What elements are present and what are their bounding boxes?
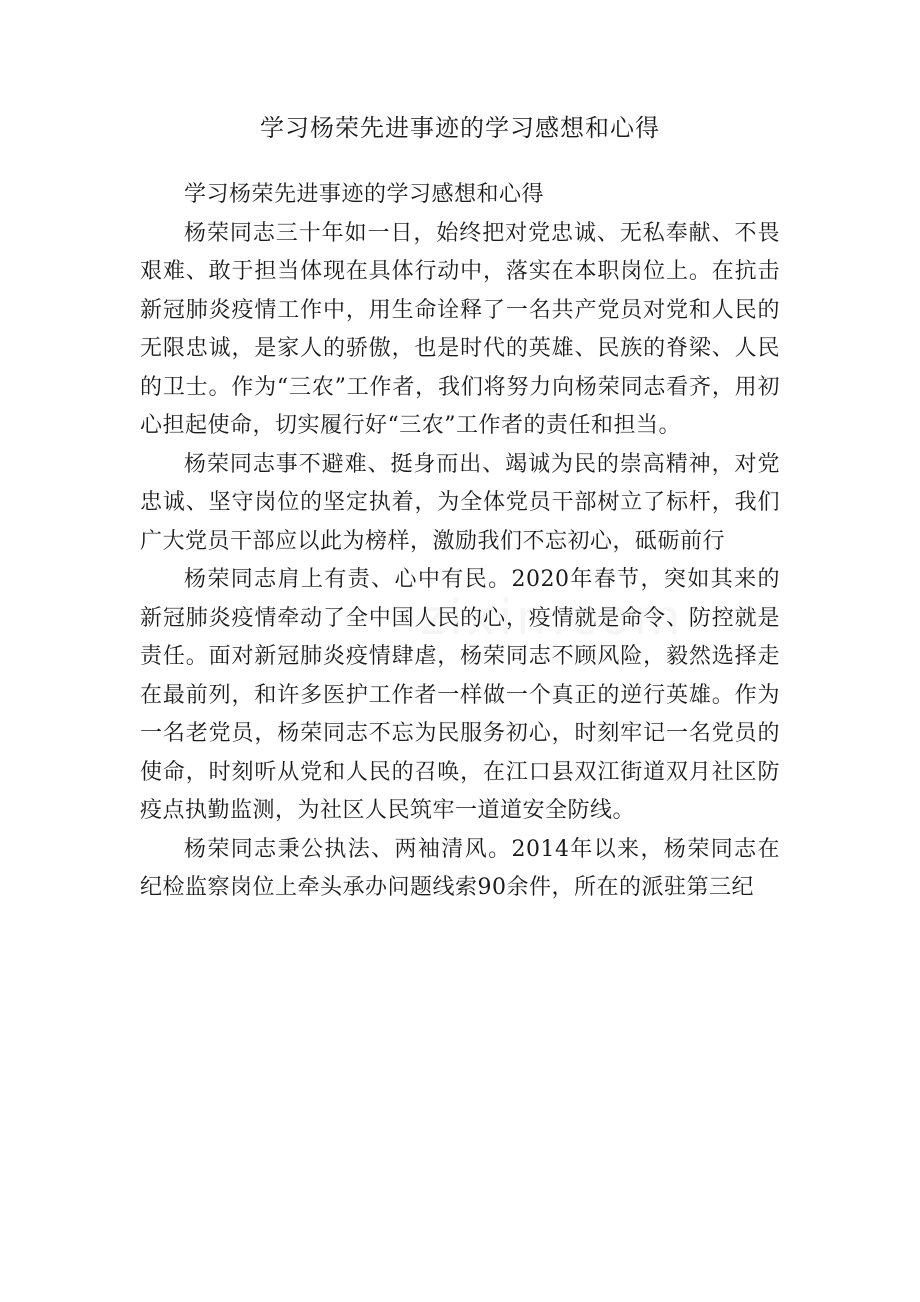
paragraph-1: 杨荣同志三十年如一日，始终把对党忠诚、无私奉献、不畏艰难、敢于担当体现在具体行动中，落实在本职岗位上。在抗击新冠肺炎疫情工作中，用生命诠释了一名共产党员对党和人民的无限忠诚，是家人的骄傲，也是时代的英雄、民族的脊梁、人民的卫士。作为“三农”工作者，我们将努力向杨荣同志看齐，用初心担起使命，切实履行好“三农”工作者的责任和担当。	[140, 220, 780, 438]
paragraph-4: 杨荣同志秉公执法、两袖清风。2014年以来，杨荣同志在纪检监察岗位上牵头承办问题线索90余件，所在的派驻第三纪	[140, 836, 780, 900]
paragraph-2: 杨荣同志事不避难、挺身而出、竭诚为民的崇高精神，对党忠诚、坚守岗位的坚定执着，为全体党员干部树立了标杆，我们广大党员干部应以此为榜样，激励我们不忘初心，砥砺前行	[140, 451, 780, 554]
watermark	[420, 590, 684, 646]
paragraph-3: 杨荣同志肩上有责、心中有民。2020年春节，突如其来的新冠肺炎疫情牵动了全中国人民的心，疫情就是命令、防控就是责任。面对新冠肺炎疫情肆虐，杨荣同志不顾风险，毅然选择走在最前列，和许多医护工作者一样做一个真正的逆行英雄。作为一名老党员，杨荣同志不忘为民服务初心，时刻牢记一名党员的使命，时刻听从党和人民的召唤，在江口县双江街道双月社区防疫点执勤监测，为社区人民筑牢一道道安全防线。	[140, 567, 780, 823]
document-subtitle: 学习杨荣先进事迹的学习感想和心得	[184, 182, 545, 207]
document-title: 学习杨荣先进事迹的学习感想和心得	[260, 114, 660, 142]
document-body	[140, 176, 780, 908]
